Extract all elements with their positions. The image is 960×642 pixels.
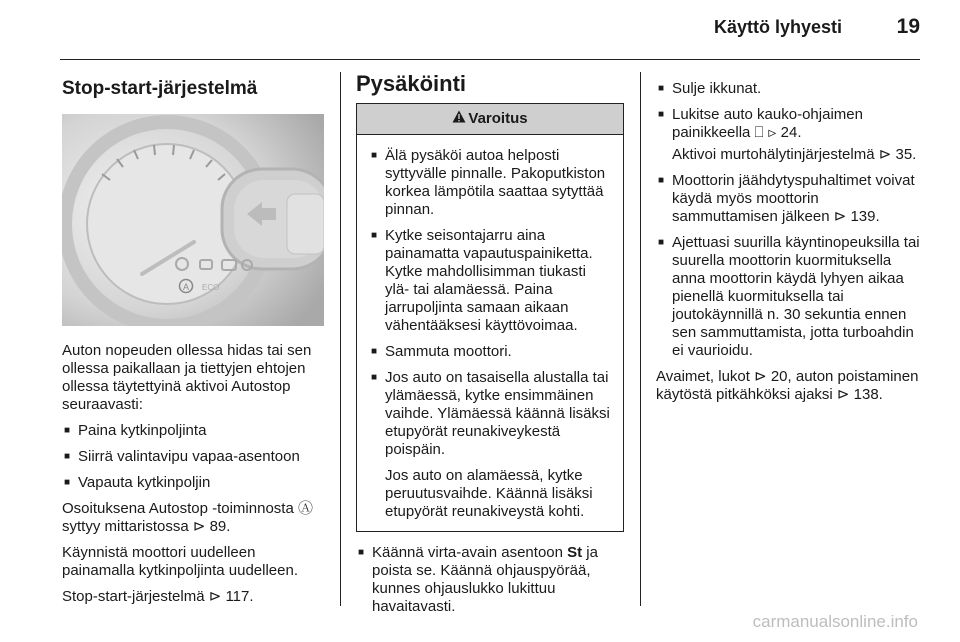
page-number: 19 (896, 15, 920, 38)
keys-locks-reference: Avaimet, lukot ⊳ 20, auton poistaminen käytöstä pitkähköksi ajaksi ⊳ 138. (656, 368, 919, 403)
svg-text:A: A (183, 282, 190, 292)
list-item: ■ Vapauta kytkinpoljin (64, 474, 211, 491)
list-item: ■ Sammuta moottori. (371, 343, 512, 360)
list-item: ■ Käännä virta-avain asentoon St ja poista se. Käännä ohjauspyörää, kunnes ohjauslukko lukittuu havaitavasti. (358, 544, 598, 615)
autostop-indicator-text: Osoituksena Autostop -toiminnosta Ⓐ syttyy mittaristossa ⊳ 89. (62, 500, 313, 535)
column-divider (640, 72, 641, 606)
list-item: ■ Älä pysäköi autoa helposti syttyvälle pinnalle. Pakoputkiston korkea lämpötila saattaa sytyttää pinnan. (371, 147, 606, 218)
section-title-parking: Pysäköinti (356, 71, 467, 96)
warning-triangle-icon (452, 110, 466, 128)
stop-start-reference: Stop-start-järjestelmä ⊳ 117. (62, 588, 254, 605)
header-divider (60, 59, 920, 60)
square-bullet-icon: ■ (371, 150, 378, 161)
autostop-intro: Auton nopeuden ollessa hidas tai sen ollessa paikallaan ja tiettyjen ehtojen ollessa täytettyinä aktivoi Autostop seuraavasti: (62, 342, 312, 413)
restart-text: Käynnistä moottori uudelleen painamalla kytkinpoljinta uudelleen. (62, 544, 298, 579)
list-item: ■ Jos auto on tasaisella alustalla tai ylämäessä, kytke ensimmäinen vaihde. Ylämäessä käännä lisäksi etupyörät reunakiveykestä poispäin. (371, 369, 610, 458)
square-bullet-icon: ■ (371, 346, 378, 357)
column-divider (340, 72, 341, 606)
warning-header (357, 104, 623, 135)
square-bullet-icon: ■ (64, 477, 71, 488)
square-bullet-icon: ■ (658, 237, 665, 248)
page-header-title: Käyttö lyhyesti (713, 17, 842, 37)
list-item: ■ Siirrä valintavipu vapaa-asentoon (64, 448, 300, 465)
section-title-stop-start: Stop-start-järjestelmä (62, 78, 258, 99)
warning-box (356, 103, 624, 532)
list-item: ■ Sulje ikkunat. (658, 80, 762, 97)
column-parking-continued (656, 72, 922, 412)
page-header (0, 0, 960, 62)
warning-sub-text: Jos auto on alamäessä, kytke peruutusvaihde. Käännä lisäksi etupyörät reunakiveystä kohti. (385, 467, 593, 520)
instrument-cluster-illustration (62, 114, 324, 326)
column-parking (356, 72, 624, 624)
list-item: ■ Lukitse auto kauko-ohjaimen painikkeella ⎕ ⊳ 24. (658, 106, 863, 141)
square-bullet-icon: ■ (371, 230, 378, 241)
square-bullet-icon: ■ (64, 451, 71, 462)
square-bullet-icon: ■ (658, 175, 665, 186)
warning-title: Varoitus (468, 110, 528, 127)
list-item: ■ Paina kytkinpoljinta (64, 422, 207, 439)
watermark: carmanualsonline.info (752, 612, 918, 631)
square-bullet-icon: ■ (64, 425, 71, 436)
list-item: ■ Ajettuasi suurilla käyntinopeuksilla tai suurella moottorin kuormituksella anna moottorin käydä lyhyen aikaa pienellä kuormituksella tai joutokäynnillä n. 30 sekuntia ennen sen sammuttamista, jotta turboahdin ei vaurioidu. (658, 234, 920, 359)
list-item: ■ Moottorin jäähdytyspuhaltimet voivat käydä myös moottorin sammuttamisen jälkeen ⊳ 139. (658, 172, 915, 225)
eco-label: ECO (202, 283, 220, 292)
list-item: ■ Kytke seisontajarru aina painamatta vapautuspainiketta. Kytke mahdollisimman tiukasti ylä- tai alamäessä. Paina jarrupoljinta samaan aikaan vähentääksesi käyttövoimaa. (371, 227, 593, 334)
square-bullet-icon: ■ (658, 109, 665, 120)
square-bullet-icon: ■ (358, 547, 365, 558)
column-stop-start (62, 72, 324, 614)
square-bullet-icon: ■ (658, 83, 665, 94)
list-item-sub-text: Aktivoi murtohälytinjärjestelmä ⊳ 35. (672, 146, 917, 163)
instrument-cluster-image (62, 114, 324, 326)
warning-body (357, 135, 623, 531)
square-bullet-icon: ■ (371, 372, 378, 383)
